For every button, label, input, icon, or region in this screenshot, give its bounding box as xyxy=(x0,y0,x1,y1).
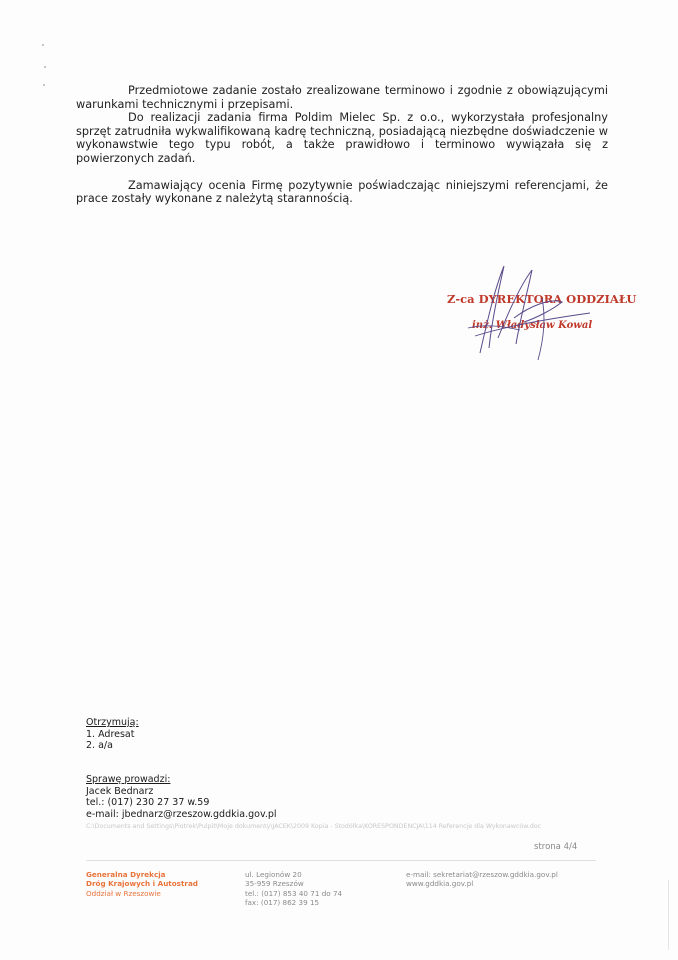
stamp-name: inż. Władysław Kowal xyxy=(472,320,593,331)
signature-block xyxy=(440,258,640,368)
footer-contact xyxy=(406,870,558,889)
recipients-heading: Otrzymują: xyxy=(86,717,139,728)
address-city: 35-959 Rzeszów xyxy=(245,879,304,889)
file-path: C:\Documents and Settings\Piotrek\Pulpit\Moje dokumenty\JACEK\2009 Kopia - Stodółka\KORESPONDENCJA\114 Referencje dla Wykonawców.doc xyxy=(86,823,542,830)
address-phone: tel.: (017) 853 40 71 do 74 xyxy=(245,888,343,898)
org-name-line1: Generalna Dyrekcja xyxy=(86,870,166,879)
paragraph-assessment: Zamawiający ocenia Firmę pozytywnie poświadczając niniejszymi referencjami, że prace zostały wykonane z należytą starannością. xyxy=(76,178,608,206)
org-name-line2: Dróg Krajowych i Autostrad xyxy=(86,879,198,889)
handler-heading: Sprawę prowadzi: xyxy=(86,774,171,785)
footer-organization xyxy=(86,870,198,898)
address-street: ul. Legionów 20 xyxy=(245,870,302,879)
recipients-list xyxy=(86,717,139,752)
scan-edge xyxy=(668,880,669,950)
scan-speck xyxy=(44,66,46,68)
page-number: strona 4/4 xyxy=(534,842,578,852)
handwritten-signature-icon xyxy=(440,258,640,368)
handler-email: e-mail: jbednarz@rzeszow.gddkia.gov.pl xyxy=(86,808,277,820)
address-fax: fax: (017) 862 39 15 xyxy=(245,897,320,907)
org-branch: Oddział w Rzeszowie xyxy=(86,888,161,898)
paragraph-contractor: Do realizacji zadania firma Poldim Mielec Sp. z o.o., wykorzystała profesjonalny sprzęt zatrudniła wykwalifikowaną kadrę techniczną, posiadającą niezbędne doświadczenie w wykonawstwie tego typu robót, a także prawidłowo i terminowo wywiązała się z powierzonych zadań. xyxy=(76,111,608,165)
footer-divider xyxy=(86,860,596,861)
recipient-item: 1. Adresat xyxy=(86,728,135,740)
recipient-item: 2. a/a xyxy=(86,740,113,751)
handler-phone: tel.: (017) 230 27 37 w.59 xyxy=(86,797,210,808)
paragraph-completion: Przedmiotowe zadanie zostało zrealizowane terminowo i zgodnie z obowiązującymi warunkami technicznymi i przepisami. xyxy=(76,84,608,111)
letter-body xyxy=(76,84,608,206)
case-handler xyxy=(86,774,277,820)
scan-speck xyxy=(42,44,44,46)
scan-speck xyxy=(43,84,45,86)
handler-name: Jacek Bednarz xyxy=(86,785,154,797)
contact-website: www.gddkia.gov.pl xyxy=(406,879,474,889)
contact-email: e-mail: sekretariat@rzeszow.gddkia.gov.pl xyxy=(406,870,558,879)
footer-address xyxy=(245,870,342,907)
stamp-title: Z-ca DYREKTORA ODDZIAŁU xyxy=(447,292,637,306)
